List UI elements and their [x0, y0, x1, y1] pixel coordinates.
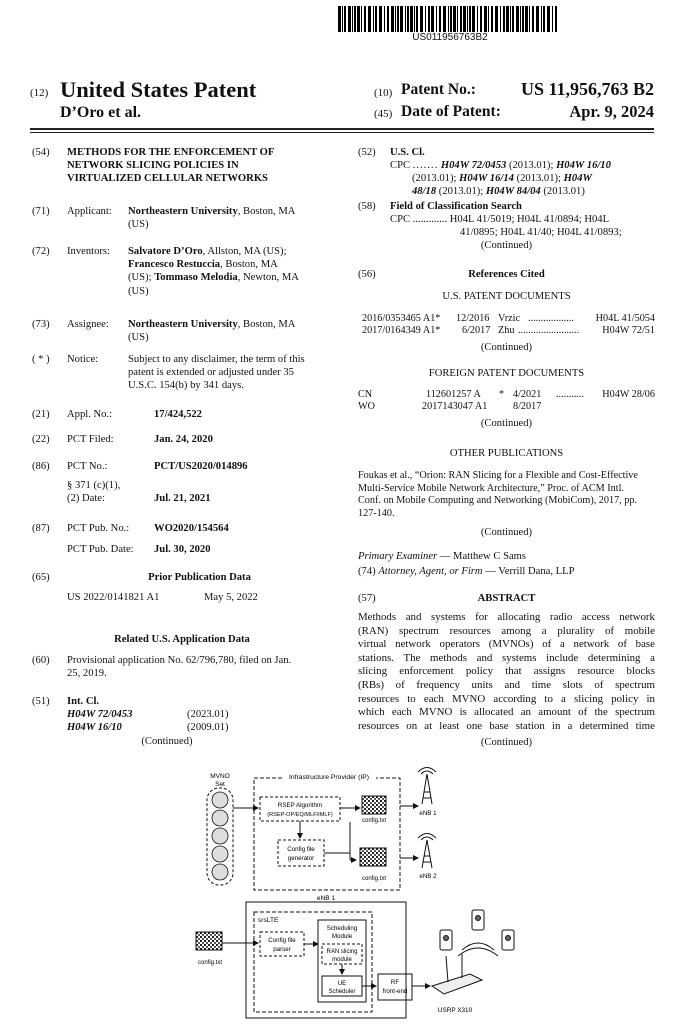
barcode-bar [439, 6, 441, 32]
title-code: (54) [32, 147, 50, 158]
us-doc-dots: .................. [528, 313, 574, 324]
config-parser-label: Config file [268, 937, 296, 944]
pct-filed-code: (22) [32, 434, 50, 445]
barcode-bar [522, 6, 524, 32]
scheduling-label-2: Module [331, 933, 353, 940]
pct-filed-value: Jan. 24, 2020 [154, 434, 213, 445]
inventor-2-country: (US); [128, 272, 155, 284]
pct-pub-label: PCT Pub. No.: [67, 523, 130, 534]
mvno-icon [212, 792, 228, 808]
barcode-bar [428, 6, 430, 32]
pct-no-value: PCT/US2020/014896 [154, 461, 248, 472]
barcode-bar [410, 6, 413, 32]
barcode-bar [375, 6, 377, 32]
field-line-1: H04L 41/5019; H04L 41/0894; H04L [449, 214, 610, 225]
rf-frontend-box [378, 974, 412, 1000]
barcode-bar [469, 6, 471, 32]
other-continued: (Continued) [480, 527, 533, 538]
notice-line-1: Subject to any disclaimer, the term of this [128, 354, 305, 365]
abstract-code: (57) [358, 593, 376, 604]
appl-value: 17/424,522 [154, 409, 202, 420]
barcode-bar [405, 6, 406, 32]
config-parser-label-2: parser [273, 946, 291, 953]
ue-scheduler-label-2: Scheduler [328, 989, 356, 995]
barcode-bar [450, 6, 452, 32]
barcode-bar [352, 6, 353, 32]
prior-code: (65) [32, 572, 50, 583]
mvno-set-label-2: Set [215, 781, 225, 788]
barcode-bar [338, 6, 341, 32]
ref-heading: References Cited [468, 269, 545, 280]
foreign-doc-country: WO [358, 401, 375, 412]
barcode-bar [420, 6, 423, 32]
us-doc-number: 2016/0353465 A1* [362, 313, 441, 324]
examiner-section [358, 550, 655, 563]
header-rule-thick [30, 128, 654, 130]
int-cl-2-date: (2009.01) [187, 722, 229, 733]
pct-no-label: PCT No.: [67, 461, 108, 472]
config-txt-input: config.txt [197, 960, 223, 966]
applicant-country: (US) [128, 219, 149, 231]
barcode-bar [431, 6, 434, 32]
barcode-bar [555, 6, 557, 32]
config-generator-box [278, 840, 324, 866]
resource-grid-icon-2 [360, 848, 386, 866]
inventor-2-location: , Boston, MA [220, 259, 278, 271]
attorney-name: — Verrill Dana, LLP [482, 566, 575, 577]
notice-line-2: patent is extended or adjusted under 35 [128, 367, 294, 379]
barcode-bar [357, 6, 360, 32]
barcode-bar [488, 6, 489, 32]
notice-line-3: U.S.C. 154(b) by 341 days. [128, 380, 244, 392]
tower-icon [418, 834, 436, 869]
cpc-2: H04W 16/10 [556, 160, 611, 171]
barcode [338, 6, 560, 32]
foreign-heading: FOREIGN PATENT DOCUMENTS [428, 368, 585, 379]
ran-slicing-label: RAN slicing [326, 949, 358, 955]
barcode-bar [342, 6, 343, 32]
cpc-3-date: (2013.01); [513, 173, 564, 184]
prov-code: (60) [32, 655, 50, 666]
us-doc-number: 2017/0164349 A1* [362, 325, 441, 336]
other-pub-line: Foukas et al., “Orion: RAN Slicing for a Flexible and Cost-Effective [358, 470, 638, 481]
barcode-bar [525, 6, 528, 32]
barcode-bar [510, 6, 511, 32]
enb1-label: eNB 1 [419, 810, 437, 817]
other-pubs-heading: OTHER PUBLICATIONS [449, 448, 564, 459]
attorney-section [358, 565, 655, 578]
barcode-bar [384, 6, 385, 32]
s371-date-label: (2) Date: [67, 493, 105, 504]
enb2-label: eNB 2 [419, 873, 437, 880]
patent-no-value: US 11,956,763 B2 [520, 79, 654, 99]
invention-title [67, 146, 332, 186]
barcode-graphic [338, 6, 560, 32]
mvno-set-label: MVNO [210, 773, 230, 780]
cpc-label: CPC [390, 160, 411, 171]
cpc-4-suffix: 48/18 [412, 186, 437, 197]
pct-filed-label: PCT Filed: [67, 434, 114, 445]
appl-code: (21) [32, 409, 50, 420]
cpc-dots: ....... [412, 160, 439, 171]
us-cl-label: U.S. Cl. [390, 147, 425, 158]
barcode-bar [364, 6, 366, 32]
applicant-location: , Boston, MA [237, 206, 296, 217]
barcode-bar [354, 6, 356, 32]
tower-icon [418, 768, 436, 805]
notice-code: ( * ) [32, 354, 50, 365]
abstract-line: Methods and systems for allocating radio access network [358, 611, 655, 623]
other-pubs-text [358, 470, 655, 520]
int-cl-code: (51) [32, 696, 50, 707]
date-label: Date of Patent: [401, 103, 501, 120]
attorney-code: (74) [358, 566, 376, 577]
foreign-doc-star: * [499, 389, 505, 400]
input-grid-icon [196, 932, 222, 950]
date-value: Apr. 9, 2024 [569, 102, 654, 121]
barcode-bar [397, 6, 399, 32]
inventor-2-name: Francesco Restuccia [128, 259, 221, 271]
notice-label: Notice: [67, 354, 99, 365]
ref-code: (56) [358, 269, 376, 280]
us-docs-heading: U.S. PATENT DOCUMENTS [442, 291, 571, 302]
other-pub-line: 127-140. [358, 507, 395, 519]
abstract-line: stations. The methods and systems include determining a [358, 651, 655, 664]
inventor-3-name: Tommaso Melodia [154, 272, 238, 284]
ip-label: Infrastructure Provider (IP) [288, 774, 370, 781]
barcode-bar [495, 6, 498, 32]
inventor-3-country: (US) [128, 285, 149, 297]
resource-grid-icon [362, 796, 386, 814]
abstract-line: slicing enforcement policy that assigns resource blocks [358, 665, 655, 678]
config-txt-1: config.txt [361, 818, 387, 824]
patent-no-label: Patent No.: [401, 81, 476, 98]
barcode-bar [503, 6, 505, 32]
title-line-3: VIRTUALIZED CELLULAR NETWORKS [67, 173, 268, 185]
foreign-doc-number: 2017143047 A1 [422, 401, 488, 412]
abstract-line: resources on at least one base station in a determined time [358, 719, 655, 732]
title-line-1: METHODS FOR THE ENFORCEMENT OF [67, 147, 275, 158]
pct-pub-code: (87) [32, 523, 50, 534]
rsep-label: RSEP Algorithm [277, 802, 323, 809]
cpc-4-prefix: H04W [563, 173, 592, 184]
us-cl-code: (52) [358, 147, 376, 158]
phone-icon [440, 910, 514, 950]
abstract-line: virtual network operators (MVNOs) of a network of base [358, 638, 655, 651]
ran-slicing-label-2: module [332, 957, 352, 963]
barcode-bar [379, 6, 382, 32]
barcode-bar [541, 6, 542, 32]
barcode-bar [457, 6, 458, 32]
barcode-bar [506, 6, 509, 32]
barcode-bar [532, 6, 534, 32]
rf-label-2: front-end [382, 988, 408, 995]
inventors-label: Inventors: [67, 246, 110, 257]
srslte-label: srsLTE [258, 917, 279, 924]
field-cpc: CPC ............. [390, 214, 448, 225]
barcode-bar [361, 6, 362, 32]
int-cl-2: H04W 16/10 [67, 722, 122, 733]
foreign-doc-dots: ........... [556, 389, 585, 400]
barcode-bar [543, 6, 545, 32]
barcode-bar [467, 6, 468, 32]
s371-line: § 371 (c)(1), [67, 480, 121, 491]
config-generator-label: Config file [287, 846, 315, 853]
config-generator-label-2: generator [287, 855, 315, 862]
us-doc-class: H04L 41/5054 [595, 313, 655, 324]
barcode-bar [414, 6, 415, 32]
ue-scheduler-label: UE [337, 981, 347, 987]
us-docs-continued: (Continued) [480, 342, 533, 353]
header-left-code: (12) [30, 87, 49, 99]
applicant-label: Applicant: [67, 206, 112, 217]
abstract-line: which each MVNO is allocated an amount of the spectrum [358, 706, 655, 719]
inventor-3-location: , Newton, MA [237, 272, 299, 284]
mvno-icon [212, 846, 228, 862]
abstract-text [358, 611, 655, 733]
inventor-1-name: Salvatore D’Oro [128, 246, 203, 257]
barcode-bar [547, 6, 550, 32]
barcode-bar [552, 6, 553, 32]
us-doc-name: Zhu [498, 325, 515, 336]
date-code: (45) [374, 108, 393, 120]
int-cl-1-date: (2023.01) [187, 709, 229, 720]
inventor-short: D’Oro et al. [60, 104, 142, 121]
barcode-bar [373, 6, 374, 32]
int-cl-label: Int. Cl. [67, 696, 100, 707]
barcode-bar [529, 6, 530, 32]
barcode-bar [484, 6, 487, 32]
prov-line-1: Provisional application No. 62/796,780, filed on Jan. [67, 655, 292, 666]
barcode-bar [395, 6, 396, 32]
foreign-doc-date: 8/2017 [513, 401, 542, 412]
prov-line-2: 25, 2019. [67, 668, 107, 680]
inventor-1-location: , Allston, MA (US); [202, 246, 287, 257]
system-figure [0, 760, 683, 1024]
barcode-bar [344, 6, 346, 32]
usrp-device-icon [432, 954, 482, 994]
barcode-bar [400, 6, 403, 32]
barcode-number: US011956763B2 [412, 32, 488, 43]
barcode-bar [416, 6, 418, 32]
int-cl-1: H04W 72/0453 [67, 709, 133, 720]
other-pub-line: Conf. on Mobile Computing and Networking (MobiCom), 2017, pp. [358, 495, 638, 507]
cpc-5-date: (2013.01) [540, 186, 585, 197]
applicant-code: (71) [32, 206, 50, 217]
inventors-code: (72) [32, 246, 50, 257]
rsep-variants: (RSEP-OP/EQ/MLF/IMLF) [267, 812, 333, 818]
field-label: Field of Classification Search [390, 201, 522, 212]
barcode-bar [448, 6, 449, 32]
barcode-bar [477, 6, 478, 32]
other-pub-line: Multi-Service Mobile Network Architecture,” Proc. of ACM Intl. [358, 482, 624, 494]
barcode-bar [391, 6, 394, 32]
patent-heading: United States Patent [60, 77, 257, 102]
cpc-3: H04W 16/14 [459, 173, 514, 184]
abstract-continued: (Continued) [480, 737, 533, 748]
abstract-line: (RAN) spectrum resources among a plurality of mobile [358, 624, 655, 637]
prior-heading: Prior Publication Data [148, 572, 251, 583]
field-line-2: 41/0895; H04L 41/40; H04L 41/0893; [460, 227, 622, 238]
foreign-doc-class: H04W 28/06 [602, 389, 655, 400]
barcode-bar [368, 6, 371, 32]
config-txt-2: config.txt [361, 876, 387, 882]
assignee-label: Assignee: [67, 319, 109, 330]
prior-pub-date: May 5, 2022 [204, 592, 258, 603]
barcode-bar [516, 6, 519, 32]
examiner-name: — Matthew C Sams [437, 551, 527, 562]
barcode-bar [425, 6, 426, 32]
barcode-bar [460, 6, 462, 32]
us-doc-date: 6/2017 [462, 325, 491, 336]
int-cl-continued: (Continued) [141, 736, 193, 747]
scheduling-label: Scheduling [326, 925, 358, 932]
prior-pub-number: US 2022/0141821 A1 [67, 592, 160, 603]
barcode-bar [436, 6, 437, 32]
s371-date-value: Jul. 21, 2021 [154, 493, 211, 504]
enb1-box-label: eNB 1 [316, 895, 336, 902]
mvno-icon [212, 828, 228, 844]
barcode-bar [520, 6, 521, 32]
cpc-5: H04W 84/04 [485, 186, 541, 197]
us-doc-date: 12/2016 [456, 313, 490, 324]
barcode-bar [480, 6, 482, 32]
infrastructure-provider-box [254, 778, 400, 890]
usrp-label: USRP X310 [437, 1007, 473, 1014]
barcode-bar [512, 6, 514, 32]
assignee-country: (US) [128, 332, 149, 344]
mvno-icon [212, 864, 228, 880]
barcode-bar [387, 6, 389, 32]
pct-pub-value: WO2020/154564 [154, 523, 229, 534]
foreign-doc-country: CN [358, 389, 373, 400]
foreign-continued: (Continued) [480, 418, 533, 429]
barcode-bar [500, 6, 501, 32]
mvno-icon [212, 810, 228, 826]
title-line-2: NETWORK SLICING POLICIES IN [67, 160, 239, 172]
foreign-doc-date: 4/2021 [513, 389, 542, 400]
us-doc-name: Vrzic [498, 313, 521, 324]
field-continued: (Continued) [480, 240, 533, 251]
barcode-bar [472, 6, 475, 32]
pct-no-code: (86) [32, 461, 50, 472]
patent-no-code: (10) [374, 87, 393, 99]
pct-pub-date-value: Jul. 30, 2020 [154, 544, 211, 555]
cpc-2-date: (2013.01); [412, 173, 460, 184]
assignee-code: (73) [32, 319, 50, 330]
cpc-1: H04W 72/0453 [440, 160, 507, 171]
barcode-bar [407, 6, 409, 32]
mvno-icons [212, 792, 228, 880]
rf-label: RF [390, 979, 400, 986]
foreign-doc-number: 112601257 A [426, 389, 481, 400]
abstract-line: resources to each MVNO according to a slicing policy in [358, 692, 655, 705]
related-heading: Related U.S. Application Data [114, 634, 250, 645]
abstract-line: (RBs) of frequency units and time slots of spectrum [358, 678, 655, 691]
applicant-name: Northeastern University [128, 206, 238, 217]
field-code: (58) [358, 201, 376, 212]
assignee-name: Northeastern University [128, 319, 238, 330]
appl-label: Appl. No.: [67, 409, 113, 420]
attorney-label: Attorney, Agent, or Firm [378, 566, 483, 577]
barcode-bar [348, 6, 351, 32]
barcode-bar [536, 6, 539, 32]
cpc-4-date: (2013.01); [436, 186, 486, 197]
barcode-bar [443, 6, 446, 32]
barcode-bar [463, 6, 466, 32]
examiner-label: Primary Examiner [358, 551, 438, 562]
barcode-bar [453, 6, 456, 32]
barcode-bar [491, 6, 493, 32]
us-doc-dots: ........................ [518, 325, 580, 336]
us-doc-class: H04W 72/51 [602, 325, 655, 336]
assignee-location: , Boston, MA [237, 319, 296, 330]
signal-waves [458, 943, 498, 956]
header-rule-thin [30, 132, 654, 133]
pct-pub-date-label: PCT Pub. Date: [67, 544, 134, 555]
cpc-1-date: (2013.01); [506, 160, 557, 171]
abstract-heading: ABSTRACT [477, 593, 536, 604]
